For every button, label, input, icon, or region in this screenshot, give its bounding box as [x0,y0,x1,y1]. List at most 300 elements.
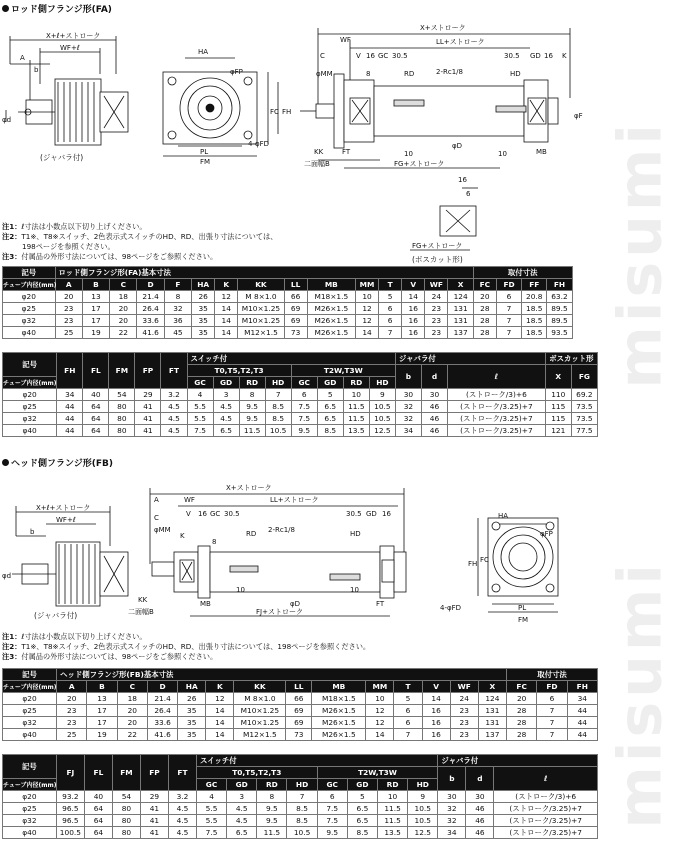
fa-fc-label: FC [270,108,279,116]
fa-t2-value-cell: 8.5 [265,401,291,413]
fb-t2-value-cell: 80 [112,815,140,827]
fa-ha-label: HA [198,48,209,56]
fa-gc-label: GC [378,52,389,60]
fa-t2-ft: FT [161,353,187,389]
fa-t1-value-cell: 23 [425,327,448,339]
fa-t2-value-cell: 30 [421,389,447,401]
fa-16-label: 16 [544,52,553,60]
fa-t1-col-header: FH [547,279,572,291]
fa-t2-value-cell: 80 [109,413,135,425]
fa-t2-sym: 記号 [3,353,57,377]
fa-t1-col-header: A [55,279,82,291]
fb-t2-fj: FJ [56,755,84,791]
fa-t1-value-cell: 13 [82,291,109,303]
fa-305-label: 30.5 [392,52,408,60]
fa-t2-fg: FG [571,365,597,389]
fb-note-3: 注3：付属品の外形寸法については、98ページをご参照ください。 [2,652,218,661]
fa-t2-value-cell: 6.5 [317,413,343,425]
fb-t2-value-cell: 30 [466,791,494,803]
table-row [3,327,598,339]
fb-t2-value-cell: 8.5 [287,815,317,827]
fb-t2-switch: スイッチ付 [196,755,437,767]
fb-t2-sw2: T2W,T3W [317,767,438,779]
fb-t2-value-cell: 7 [287,791,317,803]
fb-t2-value-cell: 7.5 [317,815,347,827]
fa-k-label: K [562,52,567,60]
fb-t1-value-cell: 14 [206,729,234,741]
table-row [3,303,598,315]
fa-gd-label: GD [530,52,541,60]
fb-t1-value-cell: 44 [567,729,597,741]
table-row [3,693,598,705]
fb-t2-value-cell: 32 [438,815,466,827]
fb-t2-value-cell: 7.5 [317,803,347,815]
fb-305-label: 30.5 [224,510,240,518]
fa-t1-bore-cell: φ40 [3,327,56,339]
fa-t2-value-cell: 41 [135,413,161,425]
fa-t1-value-cell: 35 [192,315,215,327]
fa-x-l-stroke-label: X+ℓ+ストローク [46,32,101,40]
fa-t2-fm: FM [109,353,135,389]
fa-t2-value-cell: 64 [83,425,109,437]
fb-hd-label: HD [350,530,361,538]
note-2: 注2：T1※、T8※スイッチ、2色表示式スイッチのHD、RD、出張り寸法については、 [2,232,278,241]
fa-t1-value-cell: 41.6 [137,327,164,339]
fb-mb-label: MB [200,600,211,608]
fb-t2-value-cell: 80 [112,827,140,839]
fa-ll-stroke-label: LL+ストローク [436,38,485,46]
fa-t2-value-cell: 4.5 [161,401,187,413]
fb-t1-col-header: K [206,681,234,693]
fb-t1-col-header: FH [567,681,597,693]
fb-t2-value-cell: 41 [140,815,168,827]
fb-t2-bore-cell: φ32 [3,815,57,827]
fa-t2-value-cell: 80 [109,401,135,413]
fa-t1-value-cell: 17 [82,303,109,315]
fa-basic-dimension-table [2,266,598,339]
fb-t1-col-header: A [57,681,87,693]
fa-hd-label: HD [510,70,521,78]
fb-t2-value-cell: 11.5 [377,815,407,827]
fa-t1-bore-cell: φ32 [3,315,56,327]
fa-boss-6-label: 6 [466,190,471,198]
fa-t1-col-header: FD [496,279,521,291]
fa-t1-value-cell: 14 [402,291,425,303]
fa-t2-b: b [395,365,421,389]
fb-t1-value-cell: 14 [366,729,394,741]
fb-notes [2,632,370,662]
fa-t1-value-cell: 20 [110,315,137,327]
fa-t1-value-cell: 6 [496,291,521,303]
table-row [3,791,598,803]
fa-t2-l: ℓ [448,365,546,389]
fb-t1-value-cell: 137 [478,729,506,741]
fb-t1-bore-cell: φ25 [3,705,57,717]
fb-t2-value-cell: 4.5 [227,803,257,815]
fa-t2-value-cell: 7 [265,389,291,401]
fa-t2-value-cell: 4 [187,389,213,401]
fa-t1-col-header: MB [307,279,355,291]
fb-t1-value-cell: M10×1.25 [234,705,286,717]
fb-t2-col-header: HD [408,779,438,791]
fb-t1-value-cell: 20 [117,705,147,717]
fa-t2-col-header: GC [291,377,317,389]
fb-basic-dimension-table [2,668,598,741]
fb-t2-value-cell: 80 [112,803,140,815]
fb-v-label: V [186,510,191,518]
fa-t1-value-cell: 5 [379,291,402,303]
fa-t1-value-cell: 18.5 [522,327,547,339]
fa-t2-value-cell: (ストローク/3.25)+7 [448,425,546,437]
table-row [3,729,598,741]
fb-t2-value-cell: 3.2 [168,791,196,803]
fb-t2-col-header: RD [377,779,407,791]
fb-t1-bore-cell: φ32 [3,717,57,729]
fa-t1-value-cell: 7 [379,327,402,339]
fb-t1-value-cell: 20 [117,717,147,729]
fb-rd-label: RD [246,530,257,538]
fb-10-label: 10 [236,586,245,594]
fb-t1-mount: 取付寸法 [507,669,598,681]
fb-t2-value-cell: 41 [140,803,168,815]
fb-kk-label: KK [138,596,148,604]
fa-t1-value-cell: 16 [402,327,425,339]
fb-gc-label: GC [210,510,221,518]
fa-t2-switch: スイッチ付 [187,353,395,365]
fa-t2-boss: ボスカット形 [545,353,597,365]
fb-t2-value-cell: 64 [84,803,112,815]
fb-t1-value-cell: 17 [87,705,117,717]
fa-t2-value-cell: 3.2 [161,389,187,401]
fa-t1-value-cell: 7 [496,315,521,327]
fb-t1-value-cell: 66 [286,693,312,705]
fb-t1-value-cell: 124 [478,693,506,705]
fb-t2-value-cell: 46 [466,827,494,839]
fb-t1-value-cell: 41.6 [147,729,177,741]
fa-v-label: V [356,52,361,60]
fb-nimen-label: 二面幅B [128,608,154,616]
fb-t2-fl: FL [84,755,112,791]
fb-t1-value-cell: 34 [567,693,597,705]
fb-t1-value-cell: 7 [537,717,567,729]
fb-t2-value-cell: 34 [438,827,466,839]
fb-k-label: K [180,532,185,540]
fb-t2-value-cell: (ストローク/3.25)+7 [494,827,598,839]
fb-t1-value-cell: 69 [286,717,312,729]
fb-t2-value-cell: (ストローク/3.25)+7 [494,803,598,815]
fb-t2-col-header: HD [287,779,317,791]
fa-t1-value-cell: 26.4 [137,303,164,315]
fb-fp-label: φFP [540,530,553,538]
fa-8-label: 8 [366,70,371,78]
fb-t2-value-cell: 9 [408,791,438,803]
fb-t2-value-cell: 40 [84,791,112,803]
fb-t1-value-cell: 5 [394,693,422,705]
fa-t2-value-cell: 7.5 [187,425,213,437]
fa-t1-value-cell: 14 [215,303,238,315]
fa-t1-col-header: B [82,279,109,291]
fb-fc-label: FC [480,556,489,564]
fa-t2-value-cell: 9.5 [239,413,265,425]
fa-notes [2,222,277,262]
fa-t1-value-cell: 7 [496,303,521,315]
fa-t1-value-cell: 14 [215,315,238,327]
fa-10b-label: 10 [498,150,507,158]
fa-t2-value-cell: 29 [135,389,161,401]
fa-t2-value-cell: 13.5 [343,425,369,437]
fa-t1-value-cell: 131 [448,315,473,327]
table-row [3,291,598,303]
fa-t2-value-cell: 77.5 [571,425,597,437]
fa-t1-value-cell: 12 [215,291,238,303]
fb-t1-col-header: MB [312,681,366,693]
fb-switch-table [2,754,598,839]
fa-t2-value-cell: 6.5 [213,425,239,437]
fa-t1-value-cell: 69 [284,315,307,327]
fb-t1-col-header: T [394,681,422,693]
fa-t1-value-cell: 28 [473,327,496,339]
fa-t1-col-header: LL [284,279,307,291]
fa-c-label: C [320,52,325,60]
fb-note-2: 注2：T1※、T8※スイッチ、2色表示式スイッチのHD、RD、出張り寸法については、198ページを参照ください。 [2,642,371,651]
fa-t1-col-header: F [164,279,191,291]
fb-t1-value-cell: 35 [178,717,206,729]
fb-phi-d-label: φd [2,572,12,580]
fb-t1-col-header: FC [507,681,537,693]
fa-t1-value-cell: 6 [379,303,402,315]
fa-t2-bore-cell: φ40 [3,425,57,437]
fa-t2-value-cell: 3 [213,389,239,401]
fa-t1-value-cell: 14 [215,327,238,339]
fb-t2-value-cell: 64 [84,827,112,839]
fb-t2-value-cell: 13.5 [377,827,407,839]
fa-bellows-label: (ジャバラ付) [40,153,84,162]
fa-t2-value-cell: 10.5 [369,401,395,413]
fa-t1-value-cell: 89.5 [547,315,572,327]
fa-t2-value-cell: 9.5 [239,401,265,413]
fa-t1-value-cell: 10 [355,291,378,303]
fb-t2-value-cell: 93.2 [56,791,84,803]
fa-t2-value-cell: 6 [291,389,317,401]
fa-t2-value-cell: 10.5 [369,413,395,425]
fb-t2-value-cell: 5.5 [196,803,226,815]
fb-t1-value-cell: 23 [450,729,478,741]
fb-t2-value-cell: 4 [196,791,226,803]
fb-b-label: b [30,528,35,536]
fa-fd-label: 4-φFD [248,140,270,148]
fb-t1-value-cell: M12×1.5 [234,729,286,741]
fb-t2-value-cell: 9.5 [257,815,287,827]
fb-t1-value-cell: 26 [178,693,206,705]
fa-t2-value-cell: 69.2 [571,389,597,401]
fb-t2-col-header: GD [227,779,257,791]
fa-t2-value-cell: 12.5 [369,425,395,437]
fb-t1-col-header: V [422,681,450,693]
fb-t2-value-cell: (ストローク/3)+6 [494,791,598,803]
fb-drawings [0,466,600,626]
fb-t2-col-header: GC [317,779,347,791]
fb-t2-value-cell: 10.5 [287,827,317,839]
fa-t1-value-cell: 20 [55,291,82,303]
fa-t1-value-cell: 66 [284,291,307,303]
fb-t2-value-cell: 41 [140,827,168,839]
fa-t2-value-cell: 8.5 [265,413,291,425]
fa-t1-value-cell: 35 [192,327,215,339]
fa-t1-value-cell: 124 [448,291,473,303]
fb-t1-col-header: D [147,681,177,693]
fa-t1-col-header: X [448,279,473,291]
fa-t2-value-cell: 121 [545,425,571,437]
fa-t1-value-cell: 33.6 [137,315,164,327]
fb-t1-tube: チューブ内径(mm) [3,681,57,693]
fa-phi-f-label: φF [574,112,583,120]
fb-t2-value-cell: 29 [140,791,168,803]
table-row [3,803,598,815]
fa-t1-col-header: KK [238,279,284,291]
fb-x-stroke-label: X+ストローク [226,484,272,492]
note-1: 注1：ℓ寸法は小数点以下切り上げください。 [2,222,147,231]
fa-t1-value-cell: 16 [402,303,425,315]
fa-t2-value-cell: 41 [135,401,161,413]
fb-t2-fp: FP [140,755,168,791]
fb-t1-value-cell: 14 [206,717,234,729]
fa-t2-value-cell: 10 [343,389,369,401]
fa-wf-label: WF [340,36,351,44]
fa-t1-col-header: C [110,279,137,291]
fa-t1-value-cell: 73 [284,327,307,339]
fa-t2-col-header: HD [265,377,291,389]
fb-c-label: C [154,514,159,522]
fa-t1-value-cell: 6 [379,315,402,327]
fb-t1-value-cell: 6 [394,705,422,717]
fa-t1-value-cell: M18×1.5 [307,291,355,303]
fb-t2-fm: FM [112,755,140,791]
fa-switch-table [2,352,598,437]
fa-t1-value-cell: 89.5 [547,303,572,315]
fa-t1-col-header: HA [192,279,215,291]
fa-boss-fg-label: FG+ストローク [412,242,463,250]
fa-t1-value-cell: 8 [164,291,191,303]
fa-t2-jabara: ジャバラ付 [395,353,545,365]
fa-nimen-label: 二面幅B [304,160,330,168]
fb-t2-sym: 記号 [3,755,57,779]
fa-t2-value-cell: 8 [239,389,265,401]
fa-t1-value-cell: 17 [82,315,109,327]
fb-t2-value-cell: 4.5 [168,815,196,827]
fb-t2-value-cell: 9.5 [257,803,287,815]
fa-t1-value-cell: 45 [164,327,191,339]
watermark: misumi [606,120,676,389]
fa-t2-value-cell: 5 [317,389,343,401]
fb-t1-value-cell: 35 [178,705,206,717]
fb-wf-label: WF [184,496,195,504]
fb-t2-value-cell: 8 [257,791,287,803]
fb-t1-value-cell: 28 [507,705,537,717]
fa-t2-value-cell: 64 [83,413,109,425]
table-row [3,827,598,839]
fa-t2-value-cell: 115 [545,413,571,425]
fa-t2-value-cell: 11.5 [343,401,369,413]
fb-t1-value-cell: 17 [87,717,117,729]
fa-t1-mount: 取付寸法 [473,267,572,279]
fa-t2-value-cell: 4.5 [161,413,187,425]
fa-t1-value-cell: 69 [284,303,307,315]
fa-t2-sw1: T0,T5,T2,T3 [187,365,291,377]
fa-t1-col-header: D [137,279,164,291]
fb-t1-value-cell: M18×1.5 [312,693,366,705]
fa-rd-label: RD [404,70,415,78]
fb-t1-col-header: X [478,681,506,693]
fa-fh-label: FH [282,108,292,116]
fa-t1-value-cell: M12×1.5 [238,327,284,339]
fa-t1-group: ロッド側フランジ形(FA)基本寸法 [55,267,473,279]
fa-t1-value-cell: 19 [82,327,109,339]
fa-t1-value-cell: 16 [402,315,425,327]
fb-t1-bore-cell: φ40 [3,729,57,741]
fa-t1-value-cell: M10×1.25 [238,303,284,315]
fa-t1-value-cell: 26 [192,291,215,303]
fa-fg-stroke-label: FG+ストローク [394,160,445,168]
fa-t2-value-cell: 46 [421,413,447,425]
fb-t2-value-cell: 7.5 [196,827,226,839]
fb-t1-bore-cell: φ20 [3,693,57,705]
fa-t1-value-cell: 23 [55,303,82,315]
fb-t1-value-cell: 20 [507,693,537,705]
table-row [3,401,598,413]
fb-t1-col-header: KK [234,681,286,693]
fb-t2-value-cell: 4.5 [227,815,257,827]
fb-t1-col-header: LL [286,681,312,693]
fb-t2-value-cell: 9.5 [317,827,347,839]
fb-fm-label: FM [518,616,529,624]
fb-fj-stroke-label: FJ+ストローク [256,608,303,616]
fb-t1-value-cell: 44 [567,717,597,729]
fa-t1-value-cell: 137 [448,327,473,339]
fa-t2-value-cell: 6.5 [317,401,343,413]
fb-t1-value-cell: 33.6 [147,717,177,729]
fb-t1-col-header: FD [537,681,567,693]
fb-t2-value-cell: 6 [317,791,347,803]
fb-t1-value-cell: 12 [366,717,394,729]
fa-boss-16-label: 16 [458,176,467,184]
fb-t1-value-cell: 131 [478,717,506,729]
fa-t1-value-cell: 18 [110,291,137,303]
fb-mm-label: φMM [154,526,171,534]
fa-t2-value-cell: 73.5 [571,401,597,413]
fb-t1-value-cell: 10 [366,693,394,705]
fa-t2-col-header: GD [317,377,343,389]
fb-t2-d: d [466,767,494,791]
fb-t2-value-cell: 5.5 [196,815,226,827]
fb-t2-value-cell: 46 [466,815,494,827]
fb-t1-col-header: WF [450,681,478,693]
fa-t2-value-cell: 34 [57,389,83,401]
fb-t2-value-cell: 5 [347,791,377,803]
fa-t1-value-cell: 36 [164,315,191,327]
fa-t1-value-cell: 131 [448,303,473,315]
fa-t2-value-cell: 30 [395,389,421,401]
fa-t2-value-cell: 9 [369,389,395,401]
fa-t2-value-cell: 44 [57,413,83,425]
fb-16b-label: 16 [382,510,391,518]
fb-305b-label: 30.5 [346,510,362,518]
fa-305b-label: 30.5 [504,52,520,60]
fa-t1-col-header: MM [355,279,378,291]
fa-t1-value-cell: 63.2 [547,291,572,303]
fb-a-label: A [154,496,159,504]
fb-t1-value-cell: 7 [537,729,567,741]
fb-t2-value-cell: 8.5 [347,827,377,839]
